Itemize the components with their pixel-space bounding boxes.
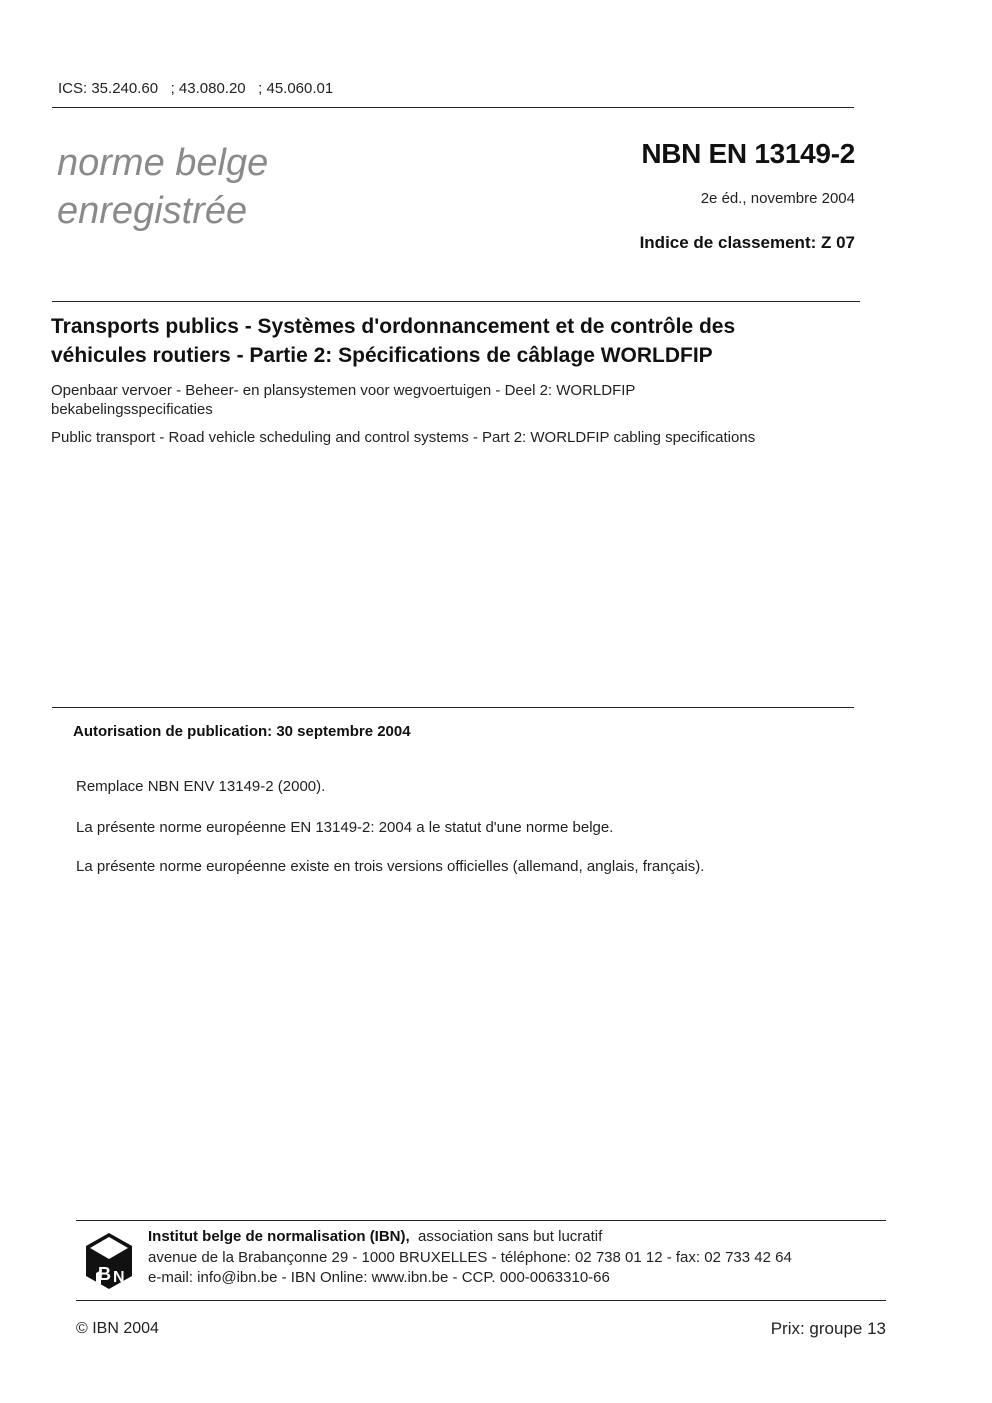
footer-top-divider — [76, 1220, 886, 1221]
title-dutch-line1: Openbaar vervoer - Beheer- en plansystemen voor wegvoertuigen - Deel 2: WORLDFIP — [51, 382, 636, 399]
ics-codes: ICS: 35.240.60 ; 43.080.20 ; 45.060.01 — [58, 80, 334, 97]
edition-date: 2e éd., novembre 2004 — [700, 190, 855, 207]
body-divider — [52, 707, 854, 708]
svg-text:B: B — [98, 1264, 111, 1284]
svg-text:N: N — [113, 1269, 125, 1286]
standard-code: NBN EN 13149-2 — [641, 138, 855, 169]
institute-address: avenue de la Brabançonne 29 - 1000 BRUXELLES - téléphone: 02 738 01 12 - fax: 02 733 42 64 — [148, 1249, 792, 1266]
ibn-logo-icon — [84, 1232, 134, 1290]
stamp-enregistree: enregistrée — [57, 190, 248, 232]
title-english: Public transport - Road vehicle scheduling and control systems - Part 2: WORLDFIP cabling specifications — [51, 429, 756, 446]
stamp-norme-belge: norme belge — [57, 142, 269, 184]
classification-index: Indice de classement: Z 07 — [639, 233, 855, 252]
status-paragraph: La présente norme européenne EN 13149-2: 2004 a le statut d'une norme belge. — [76, 819, 614, 836]
institute-type: association sans but lucratif — [409, 1228, 603, 1245]
title-dutch-line2: bekabelingsspecificaties — [51, 401, 213, 418]
versions-paragraph: La présente norme européenne existe en trois versions officielles (allemand, anglais, français). — [76, 858, 705, 875]
institute-name: Institut belge de normalisation (IBN), — [148, 1228, 410, 1245]
institute-line — [148, 1227, 602, 1247]
header-divider — [52, 107, 854, 108]
title-french-line2: véhicules routiers - Partie 2: Spécifications de câblage WORLDFIP — [51, 344, 713, 367]
price-group: Prix: groupe 13 — [770, 1319, 886, 1338]
replaces-paragraph: Remplace NBN ENV 13149-2 (2000). — [76, 778, 326, 795]
copyright: © IBN 2004 — [76, 1320, 159, 1337]
institute-contact: e-mail: info@ibn.be - IBN Online: www.ibn.be - CCP. 000-0063310-66 — [148, 1269, 610, 1286]
title-divider — [52, 301, 860, 302]
title-french-line1: Transports publics - Systèmes d'ordonnancement et de contrôle des — [51, 315, 736, 338]
footer-bottom-divider — [76, 1300, 886, 1301]
publication-authorization: Autorisation de publication: 30 septembre 2004 — [73, 723, 411, 740]
